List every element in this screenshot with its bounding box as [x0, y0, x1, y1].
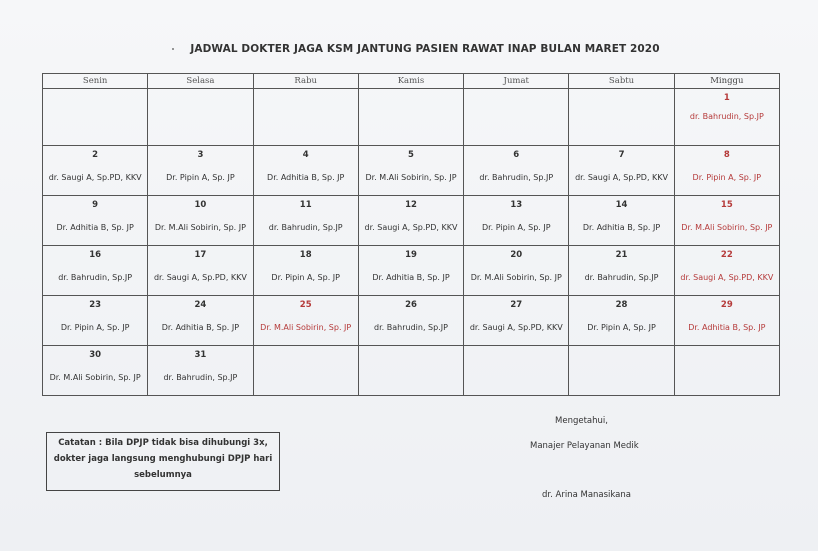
doctor-on-duty: dr. Saugi A, Sp.PD, KKV — [680, 273, 774, 282]
doctor-on-duty: Dr. M.Ali Sobirin, Sp. JP — [49, 373, 141, 382]
day-cell — [569, 146, 674, 196]
day-header-sunday: Minggu — [674, 74, 779, 89]
date-number: 4 — [302, 150, 309, 160]
doctor-on-duty: Dr. Adhitia B, Sp. JP — [582, 223, 661, 232]
doctor-on-duty: Dr. Pipin A, Sp. JP — [587, 323, 656, 332]
date-number: 29 — [720, 300, 733, 310]
note-line: sebelumnya — [134, 470, 192, 480]
day-cell — [674, 196, 779, 246]
doctor-on-duty: Dr. M.Ali Sobirin, Sp. JP — [365, 173, 457, 182]
day-header-thursday: Kamis — [358, 74, 463, 89]
day-header-monday: Senin — [43, 74, 148, 89]
signatory-name: dr. Arina Manasikana — [542, 490, 631, 500]
doctor-on-duty: dr. Bahrudin, Sp.JP — [479, 173, 554, 182]
day-cell — [43, 346, 148, 396]
date-number: 12 — [405, 200, 417, 210]
day-header-wednesday: Rabu — [253, 74, 358, 89]
day-cell — [253, 89, 358, 146]
doctor-on-duty: dr. Saugi A, Sp.PD, KKV — [575, 173, 668, 182]
day-cell — [674, 346, 779, 396]
date-number: 10 — [194, 200, 207, 210]
day-cell — [148, 146, 253, 196]
day-cell — [464, 246, 569, 296]
doctor-on-duty: Dr. Pipin A, Sp. JP — [271, 273, 340, 282]
day-cell — [569, 296, 674, 346]
date-number — [464, 350, 568, 362]
date-number: 20 — [510, 250, 523, 260]
note-line: dokter jaga langsung menghubungi DPJP hari — [53, 454, 273, 464]
date-number: 28 — [615, 300, 628, 310]
date-number — [675, 350, 779, 362]
date-number: 31 — [194, 350, 207, 360]
day-cell — [43, 296, 148, 346]
date-number — [359, 350, 463, 362]
doctor-on-duty: dr. Saugi A, Sp.PD, KKV — [153, 273, 247, 282]
date-number — [254, 350, 358, 362]
day-cell — [464, 146, 569, 196]
day-cell — [148, 246, 253, 296]
doctor-on-duty: dr. Saugi A, Sp.PD, KKV — [48, 173, 142, 182]
week-row — [43, 89, 780, 146]
date-number — [43, 93, 147, 105]
day-cell — [569, 246, 674, 296]
day-cell — [358, 346, 463, 396]
date-number — [464, 93, 568, 105]
day-cell — [253, 196, 358, 246]
day-cell — [674, 89, 779, 146]
date-number: 30 — [89, 350, 102, 360]
day-cell — [674, 246, 779, 296]
week-row — [43, 146, 780, 196]
doctor-on-duty: dr. Bahrudin, Sp.JP — [58, 273, 133, 282]
doctor-on-duty: Dr. Pipin A, Sp. JP — [692, 173, 762, 182]
doctor-on-duty: Dr. Adhitia B, Sp. JP — [372, 273, 450, 282]
day-cell — [43, 146, 148, 196]
day-cell — [358, 89, 463, 146]
date-number — [148, 93, 252, 105]
doctor-on-duty: Dr. Adhitia B, Sp. JP — [56, 223, 134, 232]
date-number: 6 — [513, 150, 520, 160]
day-header-friday: Jumat — [464, 74, 569, 89]
date-number: 1 — [723, 93, 730, 103]
doctor-on-duty: Dr. Pipin A, Sp. JP — [166, 173, 235, 182]
day-cell — [43, 196, 148, 246]
day-cell — [43, 246, 148, 296]
doctor-on-duty: dr. Bahrudin, Sp.JP — [268, 223, 343, 232]
note-box — [46, 432, 280, 491]
doctor-on-duty: Dr. Adhitia B, Sp. JP — [688, 323, 766, 332]
week-row — [43, 246, 780, 296]
day-cell — [253, 246, 358, 296]
speck — [172, 48, 174, 50]
date-number: 27 — [510, 300, 523, 310]
date-number: 25 — [299, 300, 312, 310]
doctor-on-duty: Dr. M.Ali Sobirin, Sp. JP — [470, 273, 562, 282]
date-number: 18 — [299, 250, 312, 260]
doctor-on-duty: Dr. Adhitia B, Sp. JP — [161, 323, 240, 332]
signatory-position: Manajer Pelayanan Medik — [530, 441, 639, 451]
doctor-on-duty: dr. Bahrudin, Sp.JP — [374, 323, 448, 332]
day-cell — [358, 296, 463, 346]
day-cell — [148, 196, 253, 246]
day-cell — [253, 146, 358, 196]
day-cell — [674, 296, 779, 346]
date-number: 8 — [723, 150, 730, 160]
doctor-on-duty: Dr. Pipin A, Sp. JP — [481, 223, 551, 232]
date-number: 22 — [720, 250, 733, 260]
doctor-on-duty: dr. Saugi A, Sp.PD, KKV — [364, 223, 458, 232]
date-number: 15 — [720, 200, 733, 210]
doctor-on-duty: Dr. M.Ali Sobirin, Sp. JP — [260, 323, 352, 332]
date-number: 16 — [89, 250, 102, 260]
date-number: 2 — [92, 150, 99, 160]
date-number: 9 — [92, 200, 99, 210]
date-number: 7 — [618, 150, 625, 160]
date-number: 24 — [194, 300, 207, 310]
date-number: 14 — [615, 200, 628, 210]
day-cell — [253, 296, 358, 346]
date-number — [569, 93, 673, 105]
date-number: 21 — [615, 250, 628, 260]
week-row — [43, 296, 780, 346]
doctor-on-duty: Dr. Pipin A, Sp. JP — [60, 323, 130, 332]
date-number: 23 — [89, 300, 102, 310]
doctor-on-duty: Dr. Adhitia B, Sp. JP — [267, 173, 345, 182]
day-cell — [569, 196, 674, 246]
doctor-on-duty: dr. Bahrudin, Sp.JP — [584, 273, 659, 282]
date-number: 13 — [510, 200, 523, 210]
doctor-on-duty: dr. Bahrudin, Sp.JP — [689, 112, 764, 121]
day-cell — [148, 89, 253, 146]
day-cell — [148, 296, 253, 346]
day-cell — [358, 196, 463, 246]
week-row — [43, 196, 780, 246]
day-cell — [569, 346, 674, 396]
day-cell — [43, 89, 148, 146]
date-number: 26 — [405, 300, 417, 310]
date-number: 11 — [299, 200, 312, 210]
day-header-saturday: Sabtu — [569, 74, 674, 89]
date-number: 3 — [197, 150, 204, 160]
day-cell — [464, 196, 569, 246]
day-cell — [464, 346, 569, 396]
doctor-on-duty: dr. Saugi A, Sp.PD, KKV — [469, 323, 563, 332]
day-cell — [464, 296, 569, 346]
date-number: 17 — [194, 250, 207, 260]
date-number: 19 — [405, 250, 417, 260]
doctor-on-duty: dr. Bahrudin, Sp.JP — [163, 373, 238, 382]
week-row — [43, 346, 780, 396]
date-number: 5 — [408, 150, 414, 160]
day-cell — [674, 146, 779, 196]
day-header-tuesday: Selasa — [148, 74, 253, 89]
day-header-row — [43, 74, 780, 89]
date-number — [359, 93, 463, 105]
doctor-on-duty: Dr. M.Ali Sobirin, Sp. JP — [681, 223, 773, 232]
schedule-table — [42, 73, 780, 396]
acknowledged-label: Mengetahui, — [555, 416, 608, 426]
day-cell — [253, 346, 358, 396]
date-number — [254, 93, 358, 105]
date-number — [569, 350, 673, 362]
doctor-on-duty: Dr. M.Ali Sobirin, Sp. JP — [154, 223, 246, 232]
schedule-title: JADWAL DOKTER JAGA KSM JANTUNG PASIEN RAWAT INAP BULAN MARET 2020 — [190, 43, 660, 55]
day-cell — [148, 346, 253, 396]
day-cell — [569, 89, 674, 146]
day-cell — [358, 246, 463, 296]
note-line: Catatan : Bila DPJP tidak bisa dihubungi 3x, — [58, 438, 268, 448]
day-cell — [358, 146, 463, 196]
day-cell — [464, 89, 569, 146]
